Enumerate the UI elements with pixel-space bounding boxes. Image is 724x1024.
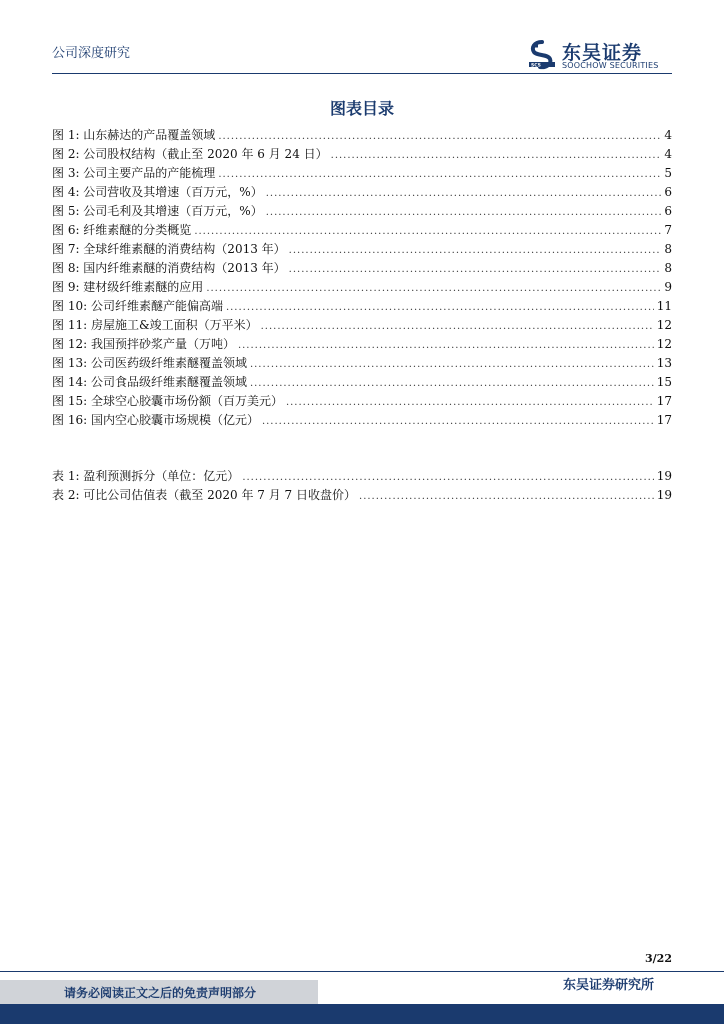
toc-entry-page: 17 <box>656 394 672 408</box>
toc-entry-figure-8[interactable] <box>52 259 672 278</box>
disclaimer-text: 请务必阅读正文之后的免责声明部分 <box>64 986 257 1000</box>
leader-dots <box>194 222 661 241</box>
leader-dots <box>226 298 654 317</box>
toc-entry-label: 图 4: 公司营收及其增速（百万元，%） <box>52 185 263 199</box>
toc-entry-label: 图 1: 山东赫达的产品覆盖领域 <box>52 128 216 142</box>
toc-entry-label: 图 15: 全球空心胶囊市场份额（百万美元） <box>52 394 283 408</box>
leader-dots <box>218 165 661 184</box>
toc-entry-figure-1[interactable] <box>52 126 672 145</box>
toc-entry-figure-6[interactable] <box>52 221 672 240</box>
toc-entry-page: 17 <box>656 413 672 427</box>
toc-entry-figure-14[interactable] <box>52 373 672 392</box>
section-label: 公司深度研究 <box>52 46 131 61</box>
company-logo <box>528 38 674 72</box>
toc-entry-figure-13[interactable] <box>52 354 672 373</box>
toc-entry-page: 13 <box>656 356 672 370</box>
toc-entry-label: 图 16: 国内空心胶囊市场规模（亿元） <box>52 413 259 427</box>
toc-entry-label: 图 6: 纤维素醚的分类概览 <box>52 223 192 237</box>
toc-entry-page: 8 <box>664 242 672 256</box>
toc-entry-label: 图 7: 全球纤维素醚的消费结构（2013 年） <box>52 242 286 256</box>
toc-entry-page: 4 <box>664 147 672 161</box>
leader-dots <box>238 336 654 355</box>
toc-entry-page: 15 <box>656 375 672 389</box>
toc-entry-table-2[interactable] <box>52 486 672 505</box>
toc-entry-figure-16[interactable] <box>52 411 672 430</box>
toc-entry-label: 图 10: 公司纤维素醚产能偏高端 <box>52 299 223 313</box>
toc-entry-label: 表 2: 可比公司估值表（截至 2020 年 7 月 7 日收盘价） <box>52 488 357 502</box>
toc-entry-figure-2[interactable] <box>52 145 672 164</box>
toc-entry-label: 图 5: 公司毛利及其增速（百万元，%） <box>52 204 263 218</box>
figure-list <box>52 126 672 430</box>
toc-entry-page: 6 <box>664 185 672 199</box>
header-divider <box>52 73 672 74</box>
toc-entry-figure-3[interactable] <box>52 164 672 183</box>
svg-text:SCS: SCS <box>531 63 541 69</box>
leader-dots <box>250 355 654 374</box>
leader-dots <box>262 412 654 431</box>
toc-entry-label: 图 3: 公司主要产品的产能梳理 <box>52 166 216 180</box>
leader-dots <box>250 374 654 393</box>
leader-dots <box>289 260 662 279</box>
toc-entry-page: 12 <box>656 318 672 332</box>
page-number: 3/22 <box>645 952 672 965</box>
toc-entry-table-1[interactable] <box>52 467 672 486</box>
leader-dots <box>331 146 662 165</box>
leader-dots <box>266 184 662 203</box>
toc-entry-figure-4[interactable] <box>52 183 672 202</box>
leader-dots <box>206 279 661 298</box>
leader-dots <box>242 468 653 487</box>
toc-entry-figure-7[interactable] <box>52 240 672 259</box>
leader-dots <box>286 393 654 412</box>
leader-dots <box>289 241 662 260</box>
table-list <box>52 467 672 505</box>
toc-entry-figure-9[interactable] <box>52 278 672 297</box>
institute-name: 东吴证券研究所 <box>562 978 654 993</box>
toc-entry-page: 19 <box>656 469 672 483</box>
toc-entry-page: 12 <box>656 337 672 351</box>
toc-entry-figure-11[interactable] <box>52 316 672 335</box>
leader-dots <box>218 127 661 146</box>
leader-dots <box>266 203 662 222</box>
toc-entry-label: 图 9: 建材级纤维素醚的应用 <box>52 280 204 294</box>
logo-english-name: SOOCHOW SECURITIES <box>562 61 659 70</box>
toc-entry-page: 9 <box>664 280 672 294</box>
toc-entry-label: 图 2: 公司股权结构（截止至 2020 年 6 月 24 日） <box>52 147 328 161</box>
toc-entry-page: 19 <box>656 488 672 502</box>
toc-entry-page: 5 <box>664 166 672 180</box>
logo-chinese-name: 东吴证券 <box>562 42 643 64</box>
toc-entry-figure-5[interactable] <box>52 202 672 221</box>
toc-entry-page: 8 <box>664 261 672 275</box>
toc-entry-page: 6 <box>664 204 672 218</box>
toc-entry-label: 图 13: 公司医药级纤维素醚覆盖领域 <box>52 356 247 370</box>
toc-entry-figure-10[interactable] <box>52 297 672 316</box>
toc-entry-page: 7 <box>664 223 672 237</box>
toc-entry-label: 表 1: 盈利预测拆分（单位：亿元） <box>52 469 240 483</box>
footer-bar <box>0 1004 724 1024</box>
toc-entry-figure-12[interactable] <box>52 335 672 354</box>
leader-dots <box>261 317 654 336</box>
toc-title: 图表目录 <box>329 99 394 118</box>
toc-entry-page: 11 <box>656 299 672 313</box>
toc-entry-page: 4 <box>664 128 672 142</box>
toc-entry-figure-15[interactable] <box>52 392 672 411</box>
toc-entry-label: 图 8: 国内纤维素醚的消费结构（2013 年） <box>52 261 286 275</box>
toc-entry-label: 图 12: 我国预拌砂浆产量（万吨） <box>52 337 235 351</box>
leader-dots <box>359 487 654 506</box>
toc-entry-label: 图 11: 房屋施工&竣工面积（万平米） <box>52 318 258 332</box>
soochow-logo-icon <box>528 40 556 70</box>
disclaimer-band <box>0 980 318 1004</box>
toc-entry-label: 图 14: 公司食品级纤维素醚覆盖领域 <box>52 375 247 389</box>
footer-divider <box>0 971 724 972</box>
